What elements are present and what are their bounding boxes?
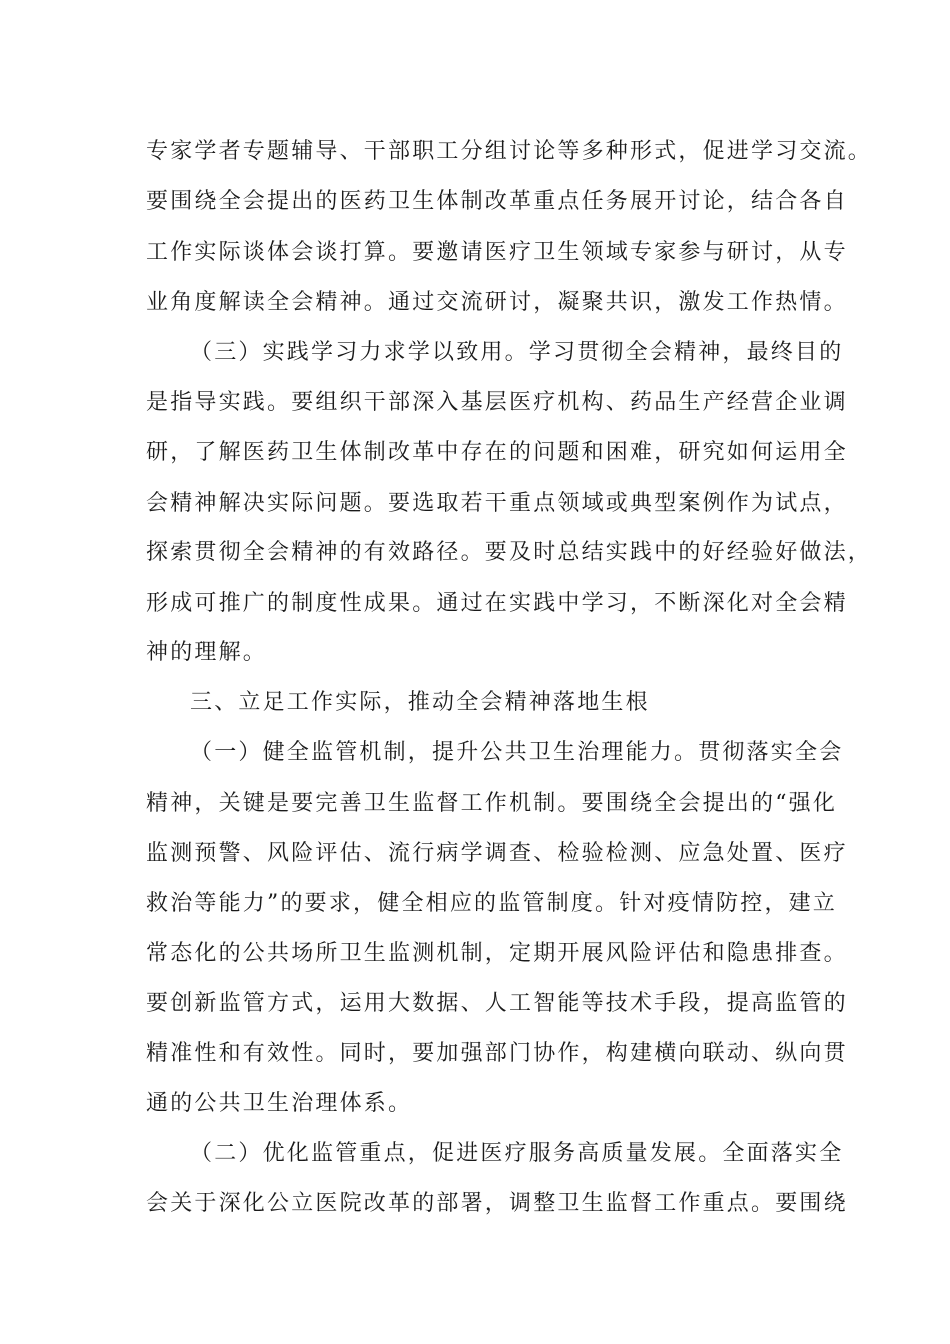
paragraph-heading: （三）实践学习力求学以致用。学习贯彻全会精神，最终目的 [190, 340, 844, 365]
text-line: 工作实际谈体会谈打算。要邀请医疗卫生领域专家参与研讨，从专 [146, 240, 848, 265]
text-line: 要围绕全会提出的医药卫生体制改革重点任务展开讨论，结合各自 [146, 189, 848, 214]
text-line: 业角度解读全会精神。通过交流研讨，凝聚共识，激发工作热情。 [146, 290, 848, 315]
section-heading: 三、立足工作实际，推动全会精神落地生根 [190, 690, 650, 715]
text-line: 通的公共卫生治理体系。 [146, 1091, 413, 1116]
text-line: 要创新监管方式，运用大数据、人工智能等技术手段，提高监管的 [146, 991, 848, 1016]
text-line: 常态化的公共场所卫生监测机制，定期开展风险评估和隐患排查。 [146, 941, 848, 966]
text-line: 研，了解医药卫生体制改革中存在的问题和困难，研究如何运用全 [146, 440, 848, 465]
text-line: 形成可推广的制度性成果。通过在实践中学习，不断深化对全会精 [146, 591, 848, 616]
text-line: 探索贯彻全会精神的有效路径。要及时总结实践中的好经验好做法， [146, 540, 873, 565]
text-line: 是指导实践。要组织干部深入基层医疗机构、药品生产经营企业调 [146, 390, 848, 415]
text-line: 精神，关键是要完善卫生监督工作机制。要围绕全会提出的“强化 [146, 791, 838, 816]
text-line: 神的理解。 [146, 640, 268, 665]
text-line: 监测预警、风险评估、流行病学调查、检验检测、应急处置、医疗 [146, 841, 848, 866]
text-line: 会关于深化公立医院改革的部署，调整卫生监督工作重点。要围绕 [146, 1191, 848, 1216]
paragraph-heading: （二）优化监管重点，促进医疗服务高质量发展。全面落实全 [190, 1141, 844, 1166]
text-line: 会精神解决实际问题。要选取若干重点领域或典型案例作为试点， [146, 491, 848, 516]
text-line: 精准性和有效性。同时，要加强部门协作，构建横向联动、纵向贯 [146, 1041, 848, 1066]
paragraph-heading: （一）健全监管机制，提升公共卫生治理能力。贯彻落实全会 [190, 740, 844, 765]
text-line: 专家学者专题辅导、干部职工分组讨论等多种形式，促进学习交流。 [146, 139, 873, 164]
text-line: 救治等能力”的要求，健全相应的监管制度。针对疫情防控，建立 [146, 891, 838, 916]
